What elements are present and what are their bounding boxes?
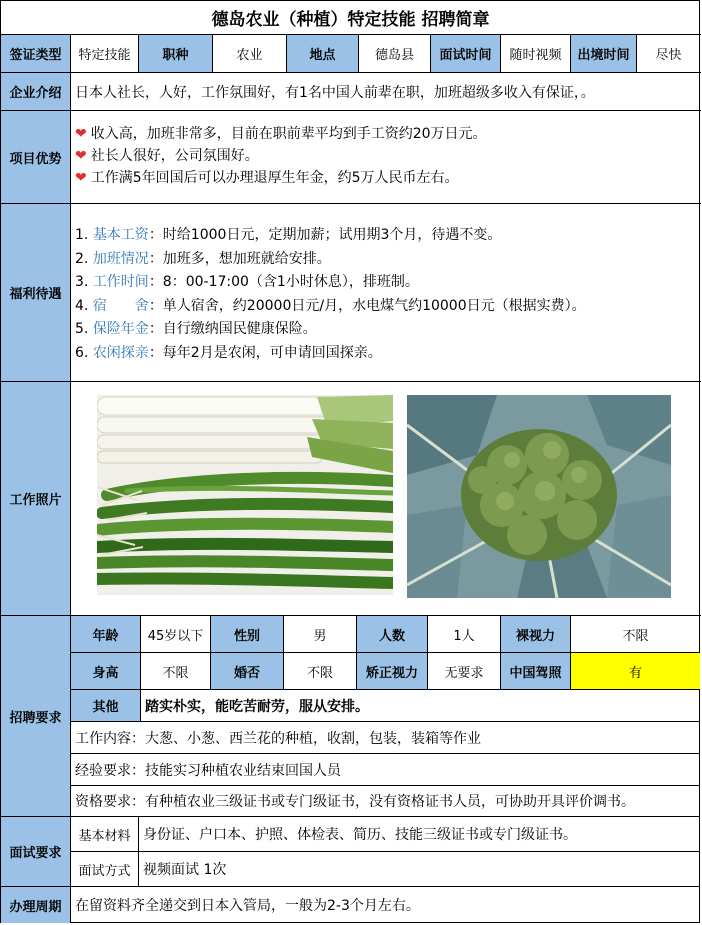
process-text: 在留资料齐全递交到日本入管局，一般为2-3个月左右。 bbox=[75, 898, 420, 914]
vision-label: 裸视力 bbox=[501, 616, 571, 652]
advantage-item: ❤ 工作满5年回国后可以办理退厚生年金，约5万人民币左右。 bbox=[75, 170, 459, 186]
title-row bbox=[1, 1, 701, 35]
broccoli-photo bbox=[407, 395, 671, 598]
welfare-item: 4. 宿 舍：单人宿舍，约20000日元/月，水电煤气约10000日元（根据实费）。 bbox=[75, 297, 586, 314]
license-value: 有 bbox=[571, 653, 700, 689]
heart-icon: ❤ bbox=[75, 148, 87, 164]
job-type-value: 农业 bbox=[213, 35, 287, 72]
location-label: 地点 bbox=[287, 35, 359, 72]
requirements-row-2 bbox=[71, 653, 700, 690]
vision-value: 不限 bbox=[622, 628, 649, 644]
age-label: 年龄 bbox=[71, 616, 141, 652]
departure-time-label: 出境时间 bbox=[571, 35, 637, 72]
other-value: 踏实朴实，能吃苦耐劳，服从安排。 bbox=[145, 698, 369, 715]
photos-row bbox=[1, 382, 701, 616]
page-title: 德岛农业（种植）特定技能 招聘简章 bbox=[211, 10, 490, 30]
materials-value: 身份证、户口本、护照、体检表、简历、技能三级证书或专门级证书。 bbox=[143, 827, 577, 843]
job-type-label: 职种 bbox=[139, 35, 213, 72]
interview-materials-row bbox=[71, 817, 700, 852]
departure-time-value: 尽快 bbox=[655, 48, 682, 63]
experience-requirement: 经验要求：技能实习种植农业结束回国人员 bbox=[75, 762, 341, 779]
visa-type-value: 特定技能 bbox=[71, 35, 139, 72]
process-label: 办理周期 bbox=[1, 887, 71, 923]
qualification-requirement: 资格要求：有种植农业三级证书或专门级证书，没有资格证书人员，可协助开具评价调书。 bbox=[75, 794, 635, 810]
interview-time-label: 面试时间 bbox=[431, 35, 501, 72]
materials-label: 基本材料 bbox=[71, 817, 139, 851]
advantages-label: 项目优势 bbox=[1, 111, 71, 203]
heart-icon: ❤ bbox=[75, 126, 87, 142]
company-text: 日本人社长，人好，工作氛围好，有1名中国人前辈在职，加班超级多收入有保证，。 bbox=[75, 84, 595, 101]
work-content: 工作内容：大葱、小葱、西兰花的种植，收割，包装，装箱等作业 bbox=[75, 730, 481, 747]
requirements-row-1 bbox=[71, 616, 700, 653]
advantages-row bbox=[1, 111, 701, 204]
visa-type-label: 签证类型 bbox=[1, 35, 71, 72]
advantage-item: ❤ 收入高，加班非常多，目前在职前辈平均到手工资约20万日元。 bbox=[75, 126, 487, 142]
other-label: 其他 bbox=[71, 690, 141, 721]
gender-value: 男 bbox=[284, 616, 357, 652]
advantage-item: ❤ 社长人很好，公司氛围好。 bbox=[75, 148, 259, 164]
company-row bbox=[1, 73, 701, 111]
photos-label: 工作照片 bbox=[1, 382, 71, 615]
requirements-row-experience bbox=[71, 754, 700, 786]
age-value: 45岁以下 bbox=[141, 616, 211, 652]
header-row bbox=[1, 35, 701, 73]
marital-value: 不限 bbox=[284, 653, 357, 689]
license-label: 中国驾照 bbox=[501, 653, 571, 689]
corrected-vision-label: 矫正视力 bbox=[357, 653, 428, 689]
welfare-item: 1. 基本工资：时给1000日元，定期加薪；试用期3个月，待遇不变。 bbox=[75, 227, 502, 243]
welfare-item: 3. 工作时间：8：00-17:00（含1小时休息），排班制。 bbox=[75, 274, 419, 290]
corrected-vision-value: 无要求 bbox=[428, 653, 501, 689]
height-label: 身高 bbox=[71, 653, 141, 689]
welfare-item: 6. 农闲探亲：每年2月是农闲，可申请回国探亲。 bbox=[75, 344, 382, 361]
welfare-label: 福利待遇 bbox=[1, 204, 71, 381]
process-row bbox=[1, 887, 701, 923]
welfare-item: 5. 保险年金：自行缴纳国民健康保险。 bbox=[75, 321, 317, 337]
headcount-value: 1人 bbox=[428, 616, 501, 652]
interview-time-value: 随时视频 bbox=[501, 35, 571, 72]
requirements-row-other bbox=[71, 690, 700, 722]
advantages-list bbox=[71, 111, 700, 203]
headcount-label: 人数 bbox=[357, 616, 428, 652]
company-label: 企业介绍 bbox=[1, 73, 71, 110]
method-label: 面试方式 bbox=[71, 852, 139, 886]
welfare-row bbox=[1, 204, 701, 382]
requirements-row-qualification bbox=[71, 786, 700, 817]
height-value: 不限 bbox=[141, 653, 211, 689]
marital-label: 婚否 bbox=[211, 653, 284, 689]
requirements-row-work bbox=[71, 722, 700, 754]
interview-label: 面试要求 bbox=[1, 817, 71, 887]
interview-method-row bbox=[71, 852, 700, 887]
welfare-list bbox=[71, 204, 700, 381]
green-onion-photo bbox=[97, 395, 393, 595]
location-value: 德岛县 bbox=[359, 35, 431, 72]
method-value: 视频面试 1次 bbox=[143, 862, 227, 878]
gender-label: 性别 bbox=[211, 616, 284, 652]
requirements-label: 招聘要求 bbox=[1, 616, 71, 817]
heart-icon: ❤ bbox=[75, 170, 87, 186]
welfare-item: 2. 加班情况：加班多，想加班就给安排。 bbox=[75, 250, 331, 267]
